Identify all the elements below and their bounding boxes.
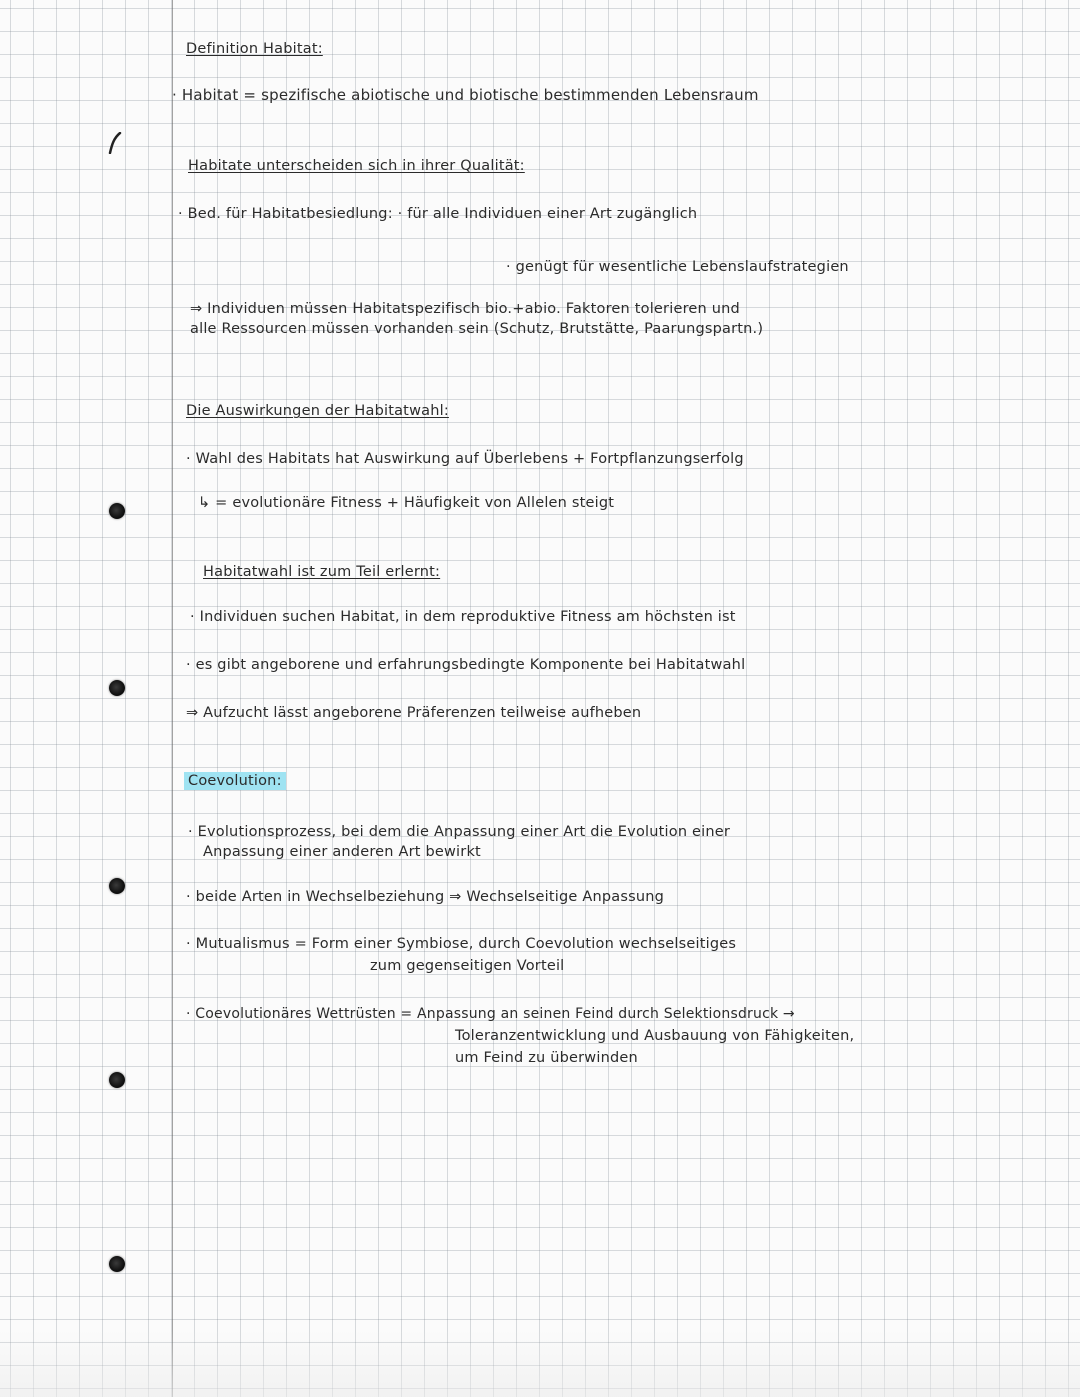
consequence-line-1: ⇒ Individuen müssen Habitatspezifisch bio.+abio. Faktoren tolerieren und: [190, 301, 740, 317]
coevolution-line-3a: · Mutualismus = Form einer Symbiose, durch Coevolution wechselseitiges: [186, 936, 737, 952]
binder-hole-3: [109, 878, 125, 894]
binder-hole-1: [109, 503, 125, 519]
condition-line-2: · genügt für wesentliche Lebenslaufstrategien: [506, 259, 849, 275]
coevolution-line-1a: · Evolutionsprozess, bei dem die Anpassung einer Art die Evolution einer: [188, 824, 731, 840]
heading-coevolution: Coevolution:: [184, 772, 286, 790]
heading-learned: Habitatwahl ist zum Teil erlernt:: [203, 564, 441, 580]
heading-effects: Die Auswirkungen der Habitatwahl:: [186, 403, 449, 419]
margin-line: [172, 0, 173, 1397]
pen-stroke-mark: [108, 132, 122, 154]
condition-line-1: · Bed. für Habitatbesiedlung: · für alle Individuen einer Art zugänglich: [178, 206, 698, 222]
learned-line-2: · es gibt angeborene und erfahrungsbedingte Komponente bei Habitatwahl: [186, 657, 746, 673]
binder-hole-2: [109, 680, 125, 696]
coevolution-line-1b: Anpassung einer anderen Art bewirkt: [203, 844, 481, 860]
page-shadow: [0, 1330, 1080, 1397]
binder-hole-4: [109, 1072, 125, 1088]
learned-line-1: · Individuen suchen Habitat, in dem reproduktive Fitness am höchsten ist: [190, 609, 736, 625]
effects-line-1: · Wahl des Habitats hat Auswirkung auf Überlebens + Fortpflanzungserfolg: [186, 451, 744, 467]
coevolution-line-2: · beide Arten in Wechselbeziehung ⇒ Wechselseitige Anpassung: [186, 889, 665, 905]
coevolution-line-4c: um Feind zu überwinden: [455, 1050, 638, 1066]
coevolution-line-4a: · Coevolutionäres Wettrüsten = Anpassung an seinen Feind durch Selektionsdruck →: [186, 1006, 795, 1022]
binder-hole-5: [109, 1256, 125, 1272]
heading-definition: Definition Habitat:: [186, 41, 323, 57]
coevolution-line-3b: zum gegenseitigen Vorteil: [370, 958, 565, 974]
definition-line: · Habitat = spezifische abiotische und biotische bestimmenden Lebensraum: [172, 86, 759, 104]
learned-line-3: ⇒ Aufzucht lässt angeborene Präferenzen teilweise aufheben: [186, 705, 642, 721]
effects-line-2: ↳ = evolutionäre Fitness + Häufigkeit von Allelen steigt: [198, 495, 615, 511]
consequence-line-2: alle Ressourcen müssen vorhanden sein (Schutz, Brutstätte, Paarungspartn.): [190, 321, 764, 337]
heading-quality: Habitate unterscheiden sich in ihrer Qualität:: [188, 158, 525, 174]
coevolution-line-4b: Toleranzentwicklung und Ausbauung von Fähigkeiten,: [455, 1028, 855, 1044]
